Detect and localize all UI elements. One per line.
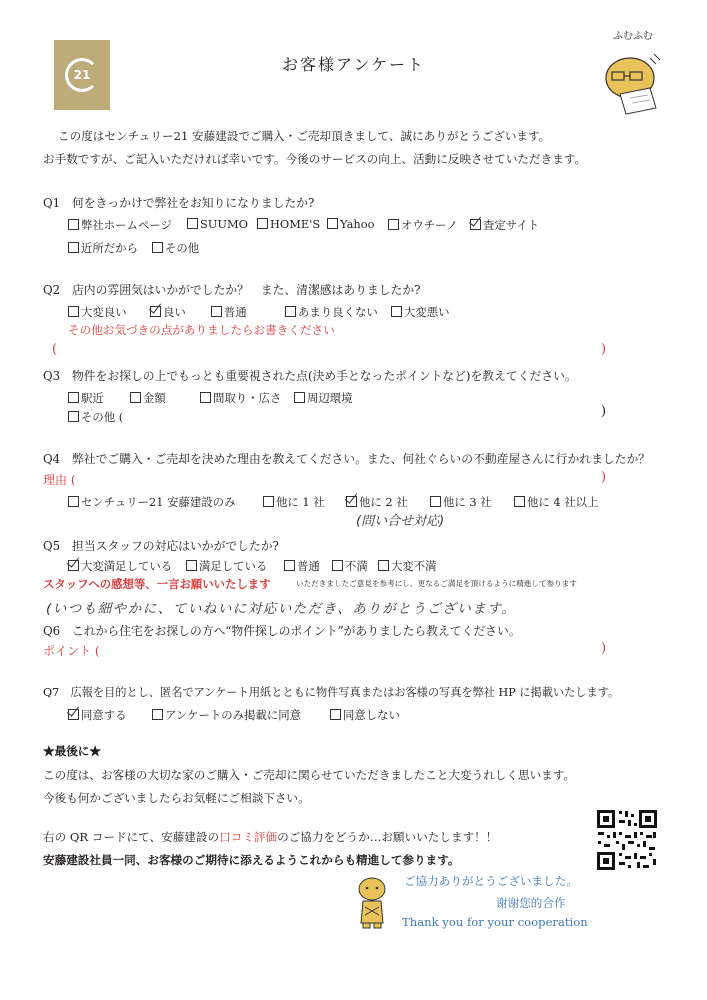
checkbox[interactable] [388,219,399,230]
q1-option-satei[interactable]: 査定サイト [470,217,539,233]
q1-option-suumo[interactable]: SUUMO [187,217,248,231]
q4-reason-field[interactable] [90,472,595,488]
checkbox-checked[interactable] [68,709,79,720]
checkbox[interactable] [294,392,305,403]
q6-question: Q6 これから住宅をお探しの方へ“物件探しのポイント”がありましたら教えてください。 [43,624,521,638]
q3-option-layout[interactable]: 間取り・広さ [200,390,281,406]
checkbox[interactable] [327,218,338,229]
page-title: お客様アンケート [281,55,426,74]
q2-comment-field[interactable] [62,344,597,360]
thanks-japanese: ご協力ありがとうございました。 [404,874,578,888]
q6-point-field[interactable] [110,643,595,659]
intro-line-2: お手数ですが、ご記入いただければ幸いです。今後のサービスの向上、活動に反映させていただきます。 [43,152,587,166]
checkbox[interactable] [284,560,295,571]
q3-option-station[interactable]: 駅近 [68,390,104,406]
checkbox[interactable] [211,306,222,317]
q5-note: スタッフへの感想等、一言お願いいたします [43,577,271,591]
q4-option-2[interactable]: 他に 2 社 [346,494,408,510]
q2-option-good[interactable]: 良い [150,304,186,320]
thanks-english: Thank you for your cooperation [402,915,588,929]
qr-request: 右の QR コードにて、安藤建設の口コミ評価のご協力をどうか…お願いいたします！！ [43,830,498,844]
q6-point-label: ポイント ( [43,644,100,658]
q2-paren-open: ( [52,342,58,357]
checkbox-checked[interactable] [68,560,79,571]
q3-option-other[interactable]: その他 ( [68,409,123,425]
q1-option-kinjo[interactable]: 近所だから [68,240,138,256]
q7-question: Q7 広報を目的とし、匿名でアンケート用紙とともに物件写真またはお客様の写真を弊社 HP に掲載いたします。 [43,686,620,699]
checkbox[interactable] [430,496,441,507]
q2-option-very-good[interactable]: 大変良い [68,304,127,320]
q1-question: Q1 何をきっかけで弊社をお知りになりましたか? [43,196,315,210]
checkbox[interactable] [186,560,197,571]
q7-option-survey-only[interactable]: アンケートのみ掲載に同意 [152,707,301,723]
checkbox[interactable] [514,496,525,507]
q1-option-website[interactable]: 弊社ホームページ [68,217,172,233]
q4-option-4plus[interactable]: 他に 4 社以上 [514,494,598,510]
checkbox[interactable] [378,560,389,571]
q4-option-3[interactable]: 他に 3 社 [430,494,492,510]
q3-option-price[interactable]: 金額 [130,390,166,406]
checkbox[interactable] [332,560,343,571]
logo-mark: 21 [65,58,99,92]
q5-question: Q5 担当スタッフの対応はいかがでしたか? [43,539,279,553]
checkbox[interactable] [330,709,341,720]
checkbox[interactable] [130,392,141,403]
intro-line-1: この度はセンチュリー21 安藤建設でご購入・ご売却頂きまして、誠にありがとうございます。 [58,129,551,143]
checkbox[interactable] [68,392,79,403]
qr-code[interactable] [595,808,659,872]
closing-final: 安藤建設社員一同、お客様のご期待に添えるようこれからも精進して参ります。 [43,853,460,867]
checkbox[interactable] [68,306,79,317]
checkbox[interactable] [200,392,211,403]
q2-option-very-bad[interactable]: 大変悪い [391,304,450,320]
q5-option-dissatisfied[interactable]: 不満 [332,558,368,574]
q3-option-environment[interactable]: 周辺環境 [294,390,353,406]
q1-option-other[interactable]: その他 [152,240,199,256]
checkbox[interactable] [257,218,268,229]
checkbox[interactable] [391,306,402,317]
checkbox-checked[interactable] [470,219,481,230]
mascot-caption: ふむふむ [613,31,653,42]
closing-heading: ★最後に★ [43,744,101,758]
q2-question: Q2 店内の雰囲気はいかがでしたか？ また、清潔感はありましたか? [43,283,421,297]
q2-option-not-good[interactable]: あまり良くない [285,304,378,320]
q5-handwritten-comment[interactable]: (いつも細やかに、ていねいに対応いただき、ありがとうございます。 [46,601,517,617]
checkbox[interactable] [187,218,198,229]
mascot-bowing-icon [352,875,392,931]
q5-option-very-dissatisfied[interactable]: 大変不満 [378,558,437,574]
q5-note-small: いただきましたご意見を参考にし、更なるご満足を頂けるように精進して参ります [296,579,577,588]
q3-paren-close: ) [601,404,607,419]
q1-option-yahoo[interactable]: Yahoo [327,217,374,231]
q5-option-satisfied[interactable]: 満足している [186,558,267,574]
century21-logo [54,40,110,110]
closing-line-2: 今後も何かございましたらお気軽にご相談下さい。 [43,791,310,805]
checkbox[interactable] [68,411,79,422]
q4-question: Q4 弊社でご購入・ご売却を決めた理由を教えてください。また、何社ぐらいの不動産屋さんに行かれましたか？ [43,452,651,466]
q7-option-agree[interactable]: 同意する [68,707,127,723]
q1-option-homes[interactable]: HOME'S [257,217,320,231]
closing-line-1: この度は、お客様の大切な家のご購入・ご売却に関らせていただきましたこと大変うれしく思います。 [43,768,576,782]
q5-option-very-satisfied[interactable]: 大変満足している [68,558,172,574]
checkbox[interactable] [152,242,163,253]
checkbox-checked[interactable] [346,496,357,507]
checkbox[interactable] [263,496,274,507]
q2-option-normal[interactable]: 普通 [211,304,247,320]
checkbox-checked[interactable] [150,306,161,317]
q2-paren-close: ) [601,342,607,357]
q4-reason-label: 理由 ( [43,473,76,487]
q6-paren-close: ) [601,641,607,656]
checkbox[interactable] [285,306,296,317]
q5-option-normal[interactable]: 普通 [284,558,320,574]
q4-option-only[interactable]: センチュリー21 安藤建設のみ [68,494,235,510]
q2-note: その他お気づきの点がありましたらお書きください [68,323,335,337]
q7-option-disagree[interactable]: 同意しない [330,707,400,723]
q4-handwritten-note: (問い合せ対応) [356,514,445,529]
checkbox[interactable] [68,242,79,253]
q1-option-ouchino[interactable]: オウチーノ [388,217,458,233]
q4-paren-close: ) [601,470,607,485]
checkbox[interactable] [152,709,163,720]
q3-question: Q3 物件をお探しの上でもっとも重要視された点(決め手となったポイントなど)を教えてください。 [43,369,577,383]
checkbox[interactable] [68,496,79,507]
thanks-chinese: 谢谢您的合作 [496,896,566,910]
q4-option-1[interactable]: 他に 1 社 [263,494,325,510]
checkbox[interactable] [68,219,79,230]
